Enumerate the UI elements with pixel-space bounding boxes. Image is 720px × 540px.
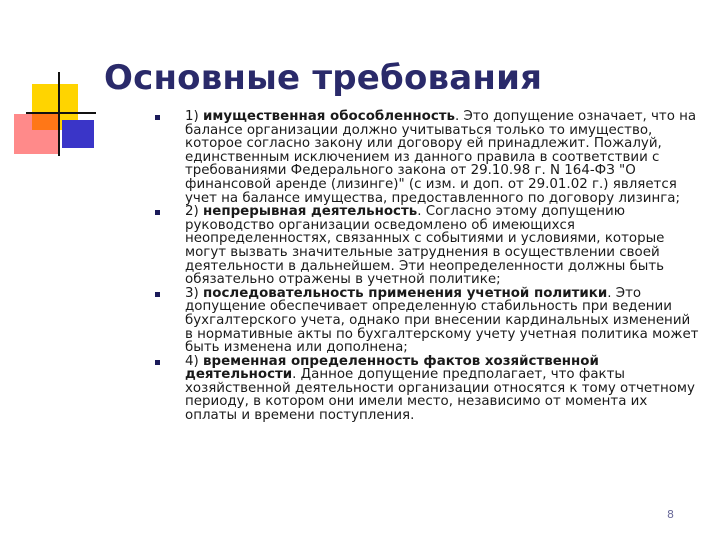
item-text: . Согласно этому допущению руководство организации осведомлено об имеющихся неопределенностях, связанных с событиями и условиями, которые могут вызвать значительные затруднения в осуществлении своей деятельности в дальнейшем. Эти неопределенности должны быть обязательно отражены в учетной политике; — [185, 204, 665, 288]
item-text: . Это допущение означает, что на балансе организации должно учитываться только то имущество, которое согласно закону или договору ей принадлежит. Пожалуй, единственным исключением из данного правила в соответствии с требованиями Федерального закона от 29.10.98 г. N 164-ФЗ "О финансовой аренде (лизинге)" (с изм. и доп. от 29.01.02 г.) является учет на балансе имущества, предоставленного по договору лизинга; — [185, 109, 697, 206]
item-prefix: 4) — [185, 353, 204, 369]
item-bold-term: непрерывная деятельность — [203, 204, 418, 220]
square-bullet-icon — [155, 115, 160, 120]
square-bullet-icon — [155, 210, 160, 215]
item-bold-term: последовательность применения учетной политики — [203, 285, 608, 301]
item-prefix: 3) — [185, 285, 204, 301]
requirements-list — [152, 110, 700, 423]
item-bold-term: имущественная обособленность — [203, 109, 456, 124]
decor-horizontal-line — [26, 112, 96, 114]
item-prefix: 2) — [185, 204, 204, 220]
list-item — [152, 110, 700, 205]
square-bullet-icon — [155, 292, 160, 297]
slide-title: Основные требования — [104, 58, 543, 98]
square-bullet-icon — [155, 360, 160, 365]
item-text: . Это допущение обеспечивает определенную стабильность при ведении бухгалтерского учета, однако при внесении кардинальных изменений в нормативные акты по бухгалтерскому учету учетная политика может быть изменена или дополнена; — [185, 285, 699, 356]
page-number: 8 — [667, 508, 674, 521]
decor-vertical-line — [58, 72, 60, 156]
list-item — [152, 205, 700, 287]
list-item — [152, 287, 700, 355]
item-text: . Данное допущение предполагает, что факты хозяйственной деятельности организации относятся к тому отчетному периоду, в котором они имели место, независимо от момента их оплаты и времени поступления. — [185, 367, 695, 424]
item-bold-term: временная определенность фактов хозяйственной деятельности — [185, 353, 599, 383]
item-prefix: 1) — [185, 109, 204, 124]
decor-red-square — [14, 114, 58, 154]
decor-blue-square — [62, 120, 94, 148]
list-item — [152, 355, 700, 423]
